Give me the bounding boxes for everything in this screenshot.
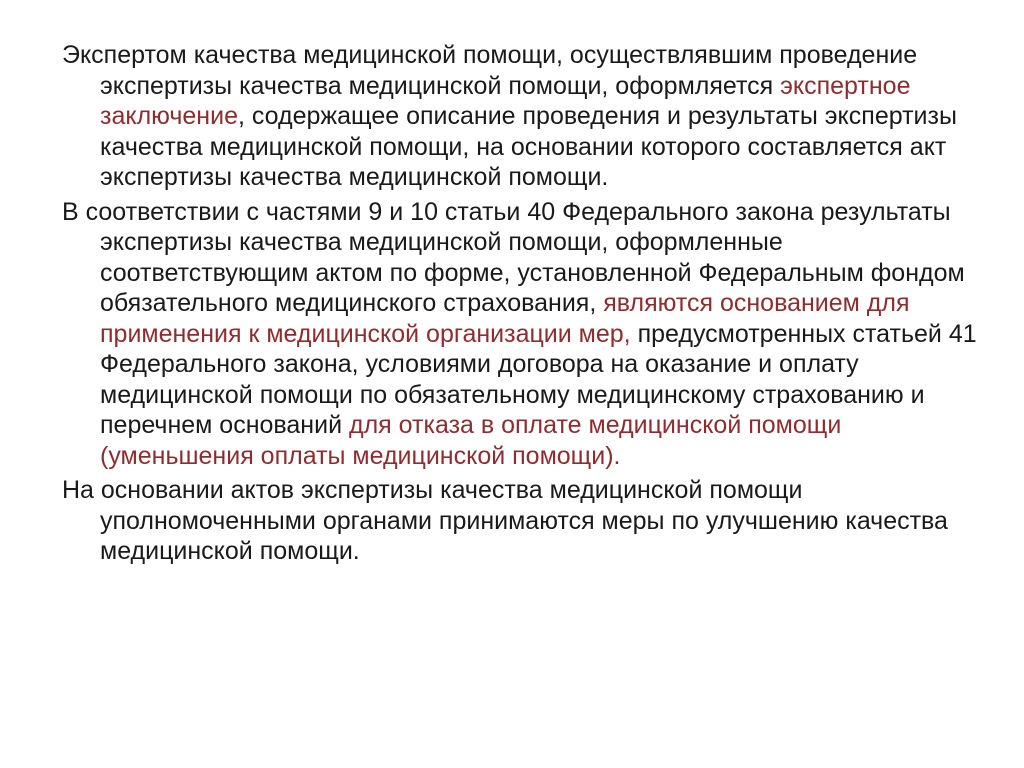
paragraph-text: На основании актов экспертизы качества медицинской помощи уполномоченными органами принимаются меры по улучшению качества медицинской помощи.: [62, 476, 948, 565]
paragraph-text: , содержащее описание проведения и результаты экспертизы качества медицинской помощи, на основании которого составляется акт экспертизы качества медицинской помощи.: [100, 102, 957, 191]
slide-content: [62, 40, 992, 571]
highlight-expert-conclusion: экспертное заключение: [100, 71, 911, 130]
highlight-grounds-for-measures: являются основанием для применения к медицинской организации мер,: [100, 289, 910, 348]
highlight-payment-refusal: для отказа в оплате медицинской помощи (уменьшения оплаты медицинской помощи).: [100, 411, 842, 470]
paragraph-improvement-measures: [62, 475, 992, 567]
paragraph-expert-conclusion: [62, 40, 992, 193]
paragraph-text: В соответствии с частями 9 и 10 статьи 40 Федерального закона результаты экспертизы качества медицинской помощи, оформленные соответствующим актом по форме, установленной Федеральным фондом обязательного медицинского страхования,: [62, 197, 965, 317]
paragraph-federal-law: [62, 197, 992, 472]
paragraph-text: Экспертом качества медицинской помощи, осуществлявшим проведение экспертизы качества медицинской помощи, оформляется: [62, 41, 918, 100]
paragraph-text: предусмотренных статьей 41 Федерального закона, условиями договора на оказание и оплату медицинской помощи по обязательному медицинскому страхованию и перечнем оснований: [100, 319, 977, 439]
